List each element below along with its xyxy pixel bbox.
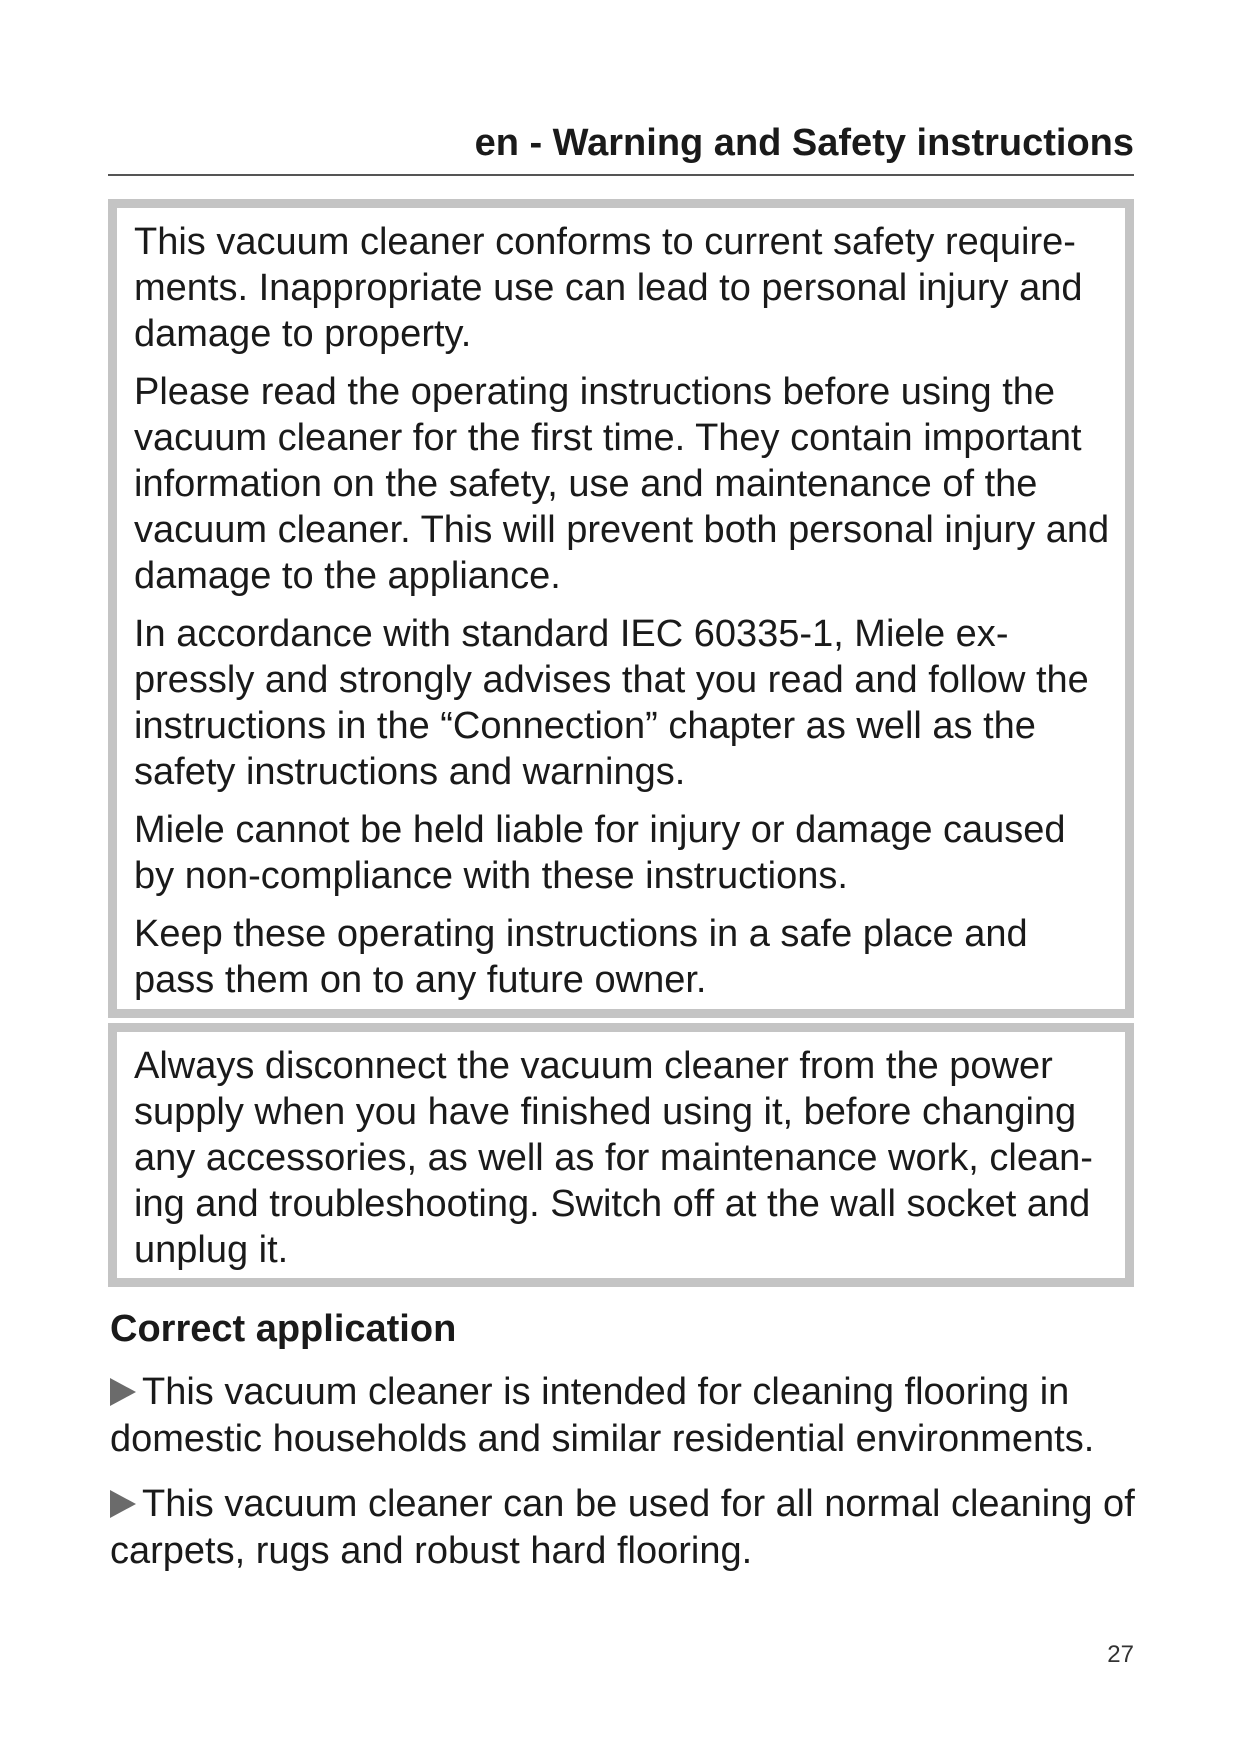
safety-paragraph-iec-standard: In accordance with standard IEC 60335-1, Miele expressly and strongly advises that you read and follow the instructions in the “Connection” chapter as well as the safety instructions and warnings. [134, 613, 1089, 793]
safety-paragraph-conformity: This vacuum cleaner conforms to current safety requirements. Inappropriate use can lead to personal injury and damage to property. [134, 221, 1083, 355]
bullet-item [110, 1369, 1140, 1463]
triangle-bullet-icon [110, 1490, 136, 1518]
safety-paragraph-read-instructions: Please read the operating instructions before using the vacuum cleaner for the first time. They contain important information on the safety, use and maintenance of the vacuum cleaner. This will prevent both personal injury and damage to the appliance. [134, 371, 1110, 597]
safety-paragraph-keep-instructions: Keep these operating instructions in a safe place and pass them on to any future owner. [134, 913, 1028, 1001]
page-header-title: en - Warning and Safety instructions [474, 122, 1134, 164]
section-title-correct-application: Correct application [110, 1308, 457, 1350]
triangle-bullet-icon [110, 1378, 136, 1406]
header-divider [108, 174, 1134, 176]
bullet-text: This vacuum cleaner is intended for cleaning flooring in domestic households and similar residential environments. [110, 1371, 1095, 1460]
bullet-item [110, 1481, 1140, 1575]
power-disconnect-text: Always disconnect the vacuum cleaner from the power supply when you have finished using it, before changing any accessories, as well as for maintenance work, cleaning and troubleshooting. Switch off at the wall socket and unplug it. [134, 1045, 1093, 1271]
power-disconnect-box [108, 1023, 1134, 1287]
bullet-text: This vacuum cleaner can be used for all normal cleaning of carpets, rugs and robust hard flooring. [110, 1483, 1135, 1572]
page-number: 27 [1107, 1641, 1134, 1668]
safety-notice-box [108, 199, 1134, 1018]
safety-paragraph-liability: Miele cannot be held liable for injury or damage caused by non-compliance with these instructions. [134, 809, 1066, 897]
